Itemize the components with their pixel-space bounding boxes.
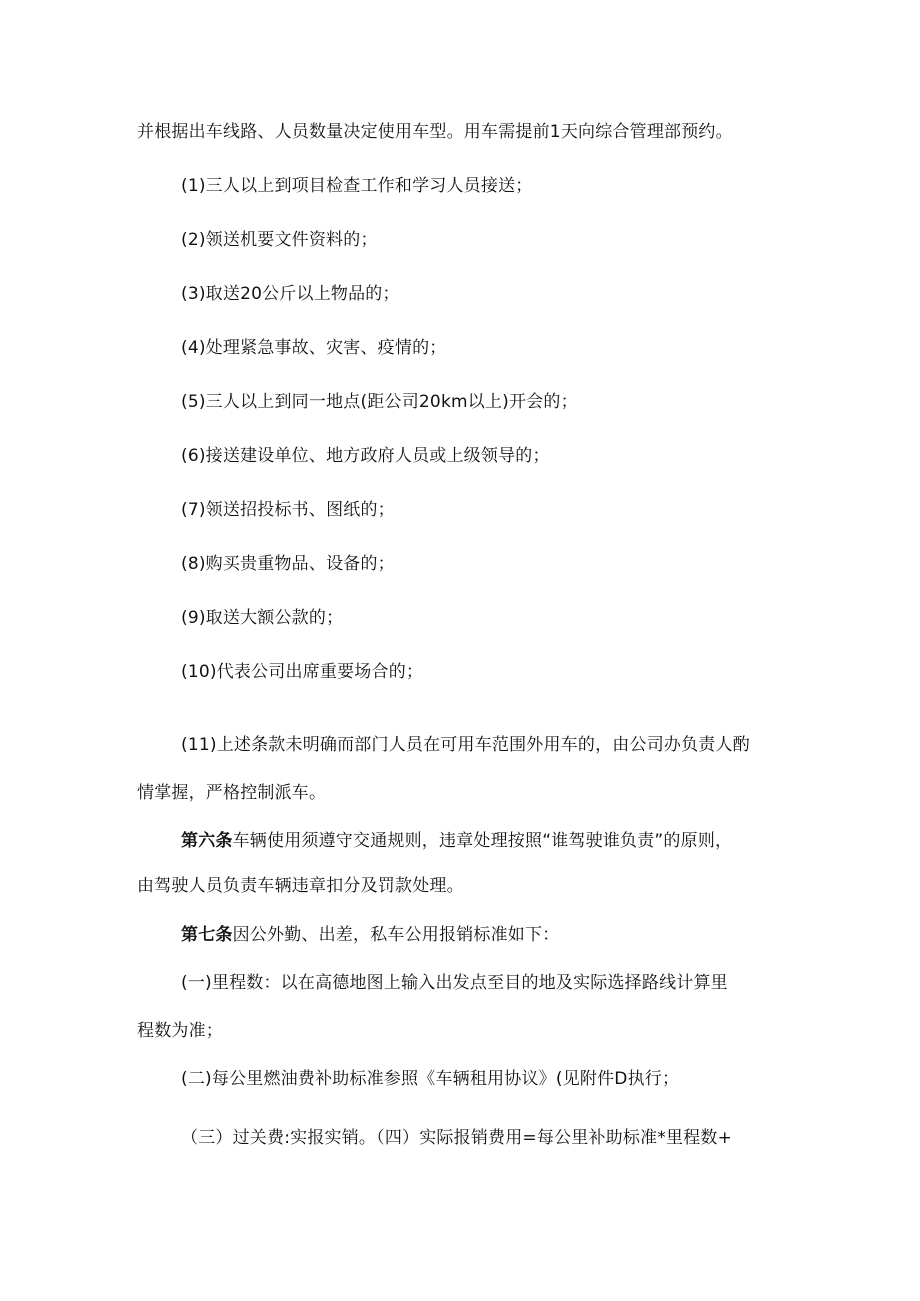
article-text: 因公外勤、出差，私车公用报销标准如下：: [232, 925, 560, 945]
list-item: (4)处理紧急事故、灾害、疫情的；: [181, 338, 447, 358]
paragraph-line: 程数为准；: [137, 1021, 223, 1041]
list-item: (10)代表公司出席重要场合的；: [181, 662, 424, 682]
article-7-line: [181, 924, 559, 946]
list-item: (二)每公里燃油费补助标准参照《车辆租用协议》(见附件D执行；: [181, 1069, 680, 1089]
list-item: (11)上述条款未明确而部门人员在可用车范围外用车的，由公司办负责人酌: [181, 735, 750, 755]
list-item: （三）过关费:实报实销。（四）实际报销费用=每公里补助标准*里程数+: [181, 1128, 733, 1148]
paragraph-line: 并根据出车线路、人员数量决定使用车型。用车需提前1天向综合管理部预约。: [137, 122, 733, 142]
list-item: (6)接送建设单位、地方政府人员或上级领导的；: [181, 446, 550, 466]
list-item: (2)领送机要文件资料的；: [181, 230, 378, 250]
list-item: (8)购买贵重物品、设备的；: [181, 554, 395, 574]
list-item: (3)取送20公斤以上物品的；: [181, 284, 400, 304]
article-6-line: [181, 830, 732, 852]
list-item: (5)三人以上到同一地点(距公司20km以上)开会的；: [181, 392, 578, 412]
paragraph-line: 由驾驶人员负责车辆违章扣分及罚款处理。: [137, 876, 464, 896]
article-heading: 第七条: [181, 925, 233, 945]
list-item: (9)取送大额公款的；: [181, 608, 344, 628]
list-item: (1)三人以上到项目检查工作和学习人员接送；: [181, 176, 533, 196]
paragraph-line: 情掌握，严格控制派车。: [137, 783, 327, 803]
list-item: (一)里程数：以在高德地图上输入出发点至目的地及实际选择路线计算里: [181, 973, 728, 993]
article-heading: 第六条: [181, 831, 233, 851]
list-item: (7)领送招投标书、图纸的；: [181, 500, 395, 520]
article-text: 车辆使用须遵守交通规则，违章处理按照“谁驾驶谁负责”的原则，: [232, 831, 733, 851]
